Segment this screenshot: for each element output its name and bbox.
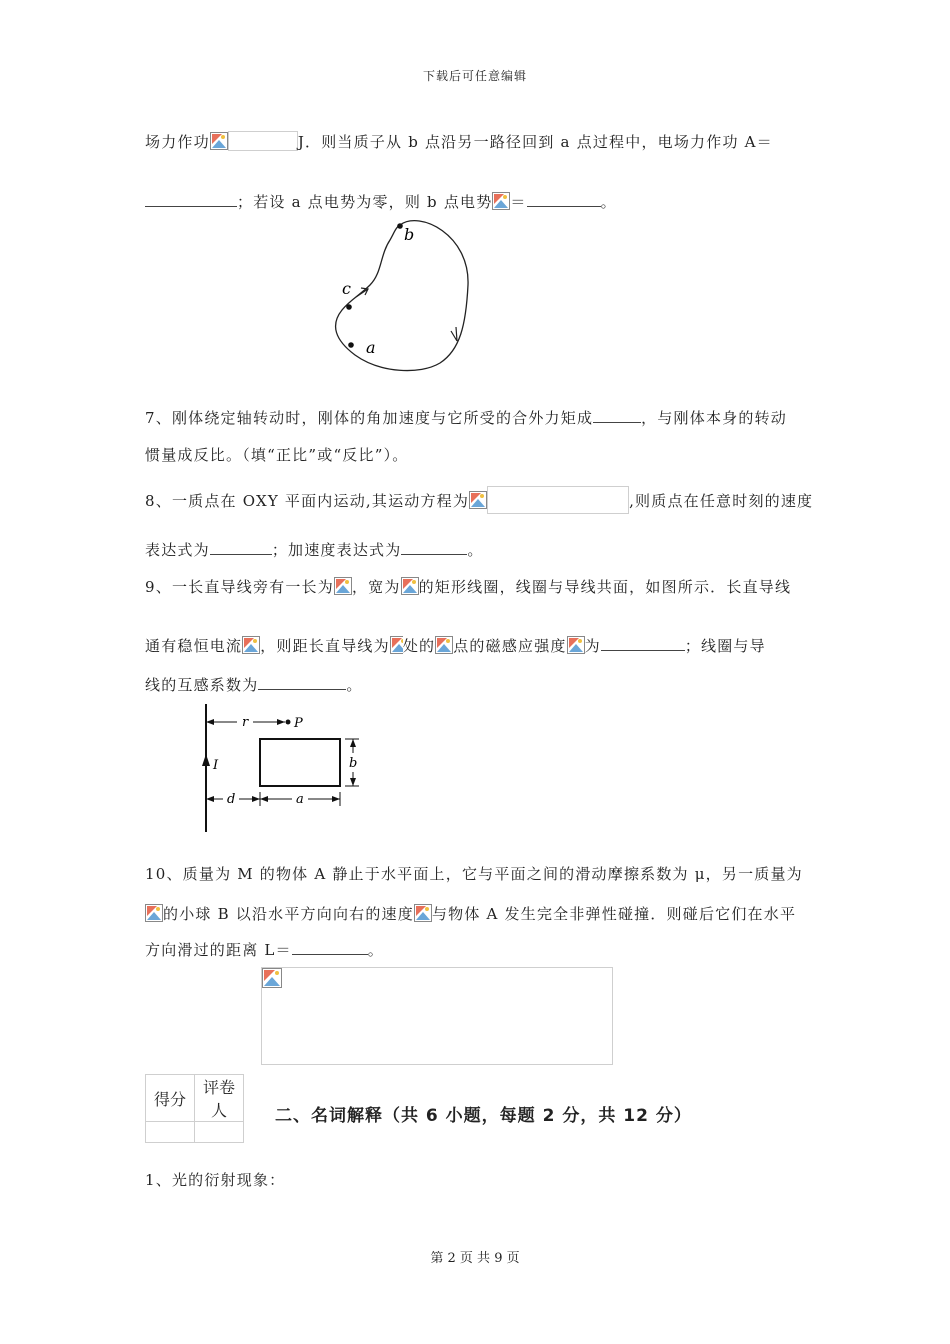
s2q1-line: 1、光的衍射现象： <box>145 1171 286 1189</box>
wire-loop-figure <box>195 700 375 838</box>
rectangular-coil <box>260 739 340 786</box>
q9-text-c: 的矩形线圈，线圈与导线共面，如图所示．长直导线 <box>418 578 792 596</box>
q10-line2 <box>145 903 796 924</box>
point-c <box>346 304 352 310</box>
q10-text-c: 方向滑过的距离 L＝ <box>145 941 292 959</box>
section-title: 二、名词解释（共 6 小题，每题 2 分，共 12 分） <box>275 1106 692 1126</box>
label-a: a <box>296 792 304 807</box>
q8-text-c: 表达式为 <box>145 541 210 559</box>
q9-line2 <box>145 635 766 656</box>
arrow-icon <box>332 796 340 802</box>
q8-text-a: 8、一质点在 OXY 平面内运动,其运动方程为 <box>145 492 470 510</box>
score-header: 得分 <box>146 1075 195 1122</box>
answer-blank <box>258 688 346 690</box>
answer-blank <box>145 205 237 207</box>
broken-image-icon <box>390 636 403 654</box>
q6-line1 <box>145 131 773 152</box>
answer-blank <box>601 649 685 651</box>
broken-image-icon <box>145 904 163 922</box>
point-P <box>286 720 291 725</box>
image-placeholder-frame <box>261 967 613 1065</box>
broken-image-icon <box>401 577 419 595</box>
broken-image-icon <box>492 192 510 210</box>
q6-line2 <box>145 191 617 212</box>
q9-text-j: 线的互感系数为 <box>145 676 259 694</box>
grader-cell[interactable] <box>195 1122 244 1143</box>
q8-text-d: ；加速度表达式为 <box>271 541 402 559</box>
q9-text-f: 处的 <box>402 637 436 655</box>
q7-line2: 惯量成反比。（填“正比”或“反比”）。 <box>145 446 409 464</box>
q8-text-b: ,则质点在任意时刻的速度 <box>629 492 814 510</box>
arrow-icon <box>451 327 457 341</box>
q9-text-k: 。 <box>346 676 363 694</box>
q10-text-b: 与物体 A 发生完全非弹性碰撞．则碰后它们在水平 <box>431 905 797 923</box>
q9-line3 <box>145 674 363 695</box>
label-d: d <box>227 792 236 807</box>
answer-blank <box>401 553 467 555</box>
arrow-icon <box>277 719 285 725</box>
broken-image-icon <box>469 491 487 509</box>
broken-image-icon <box>334 577 352 595</box>
q9-text-g: 点的磁感应强度 <box>453 637 567 655</box>
q6-text-b: J．则当质子从 b 点沿另一路径回到 a 点过程中，电场力作功 A＝ <box>297 133 773 151</box>
q9-text-a: 9、一长直导线旁有一长为 <box>145 578 334 596</box>
answer-blank <box>292 953 368 955</box>
q10-line3 <box>145 939 384 960</box>
q9-text-d: 通有稳恒电流 <box>145 637 243 655</box>
q6-text-a: 场力作功 <box>145 133 210 151</box>
formula-frame <box>487 486 629 514</box>
answer-blank <box>593 421 641 423</box>
label-r: r <box>242 715 249 730</box>
answer-blank <box>527 205 601 207</box>
q10-text-a: 的小球 B 以沿水平方向向右的速度 <box>163 905 414 923</box>
arrow-icon <box>252 796 260 802</box>
page-footer: 第 2 页 共 9 页 <box>430 1251 520 1266</box>
point-b <box>397 223 403 229</box>
current-arrow-icon <box>202 754 210 766</box>
q8-text-e: 。 <box>467 541 484 559</box>
loop-path-figure <box>320 215 480 380</box>
q7-text-b: ，与刚体本身的转动 <box>641 409 787 427</box>
broken-image-icon <box>435 636 453 654</box>
page-header: 下载后可任意编辑 <box>422 69 527 83</box>
label-P: P <box>294 716 303 731</box>
label-I: I <box>213 758 219 773</box>
score-table <box>145 1074 244 1143</box>
q6-text-d: ＝ <box>510 193 527 211</box>
answer-blank <box>210 553 272 555</box>
q9-text-i: ；线圈与导 <box>684 637 766 655</box>
point-a <box>348 342 354 348</box>
arrow-icon <box>206 719 214 725</box>
q9-text-e: ，则距长直导线为 <box>260 637 390 655</box>
label-a: a <box>366 338 376 357</box>
q9-line1 <box>145 576 791 597</box>
q9-text-h: 为 <box>584 637 601 655</box>
arrow-icon <box>206 796 214 802</box>
label-b: b <box>349 756 358 771</box>
label-b: b <box>404 225 415 244</box>
formula-frame <box>228 131 298 151</box>
broken-image-icon <box>567 636 585 654</box>
q6-text-e: 。 <box>600 193 617 211</box>
arrow-icon <box>260 796 268 802</box>
q8-line2 <box>145 539 484 560</box>
q9-text-b: ，宽为 <box>351 578 401 596</box>
score-cell[interactable] <box>146 1122 195 1143</box>
arrow-icon <box>350 739 356 747</box>
broken-image-icon <box>262 968 282 988</box>
q7-text-a: 7、刚体绕定轴转动时，刚体的角加速度与它所受的合外力矩成 <box>145 409 594 427</box>
broken-image-icon <box>414 904 432 922</box>
arrow-icon <box>350 778 356 786</box>
broken-image-icon <box>210 132 228 150</box>
q8-line1 <box>145 486 813 514</box>
grader-header: 评卷人 <box>195 1075 244 1122</box>
q6-text-c: ；若设 a 点电势为零，则 b 点电势 <box>237 193 493 211</box>
broken-image-icon <box>242 636 260 654</box>
q10-line1: 10、质量为 M 的物体 A 静止于水平面上，它与平面之间的滑动摩擦系数为 μ，另一质量为 <box>145 865 803 883</box>
q10-text-d: 。 <box>367 941 384 959</box>
q7-line1 <box>145 407 787 428</box>
label-c: c <box>342 279 351 298</box>
